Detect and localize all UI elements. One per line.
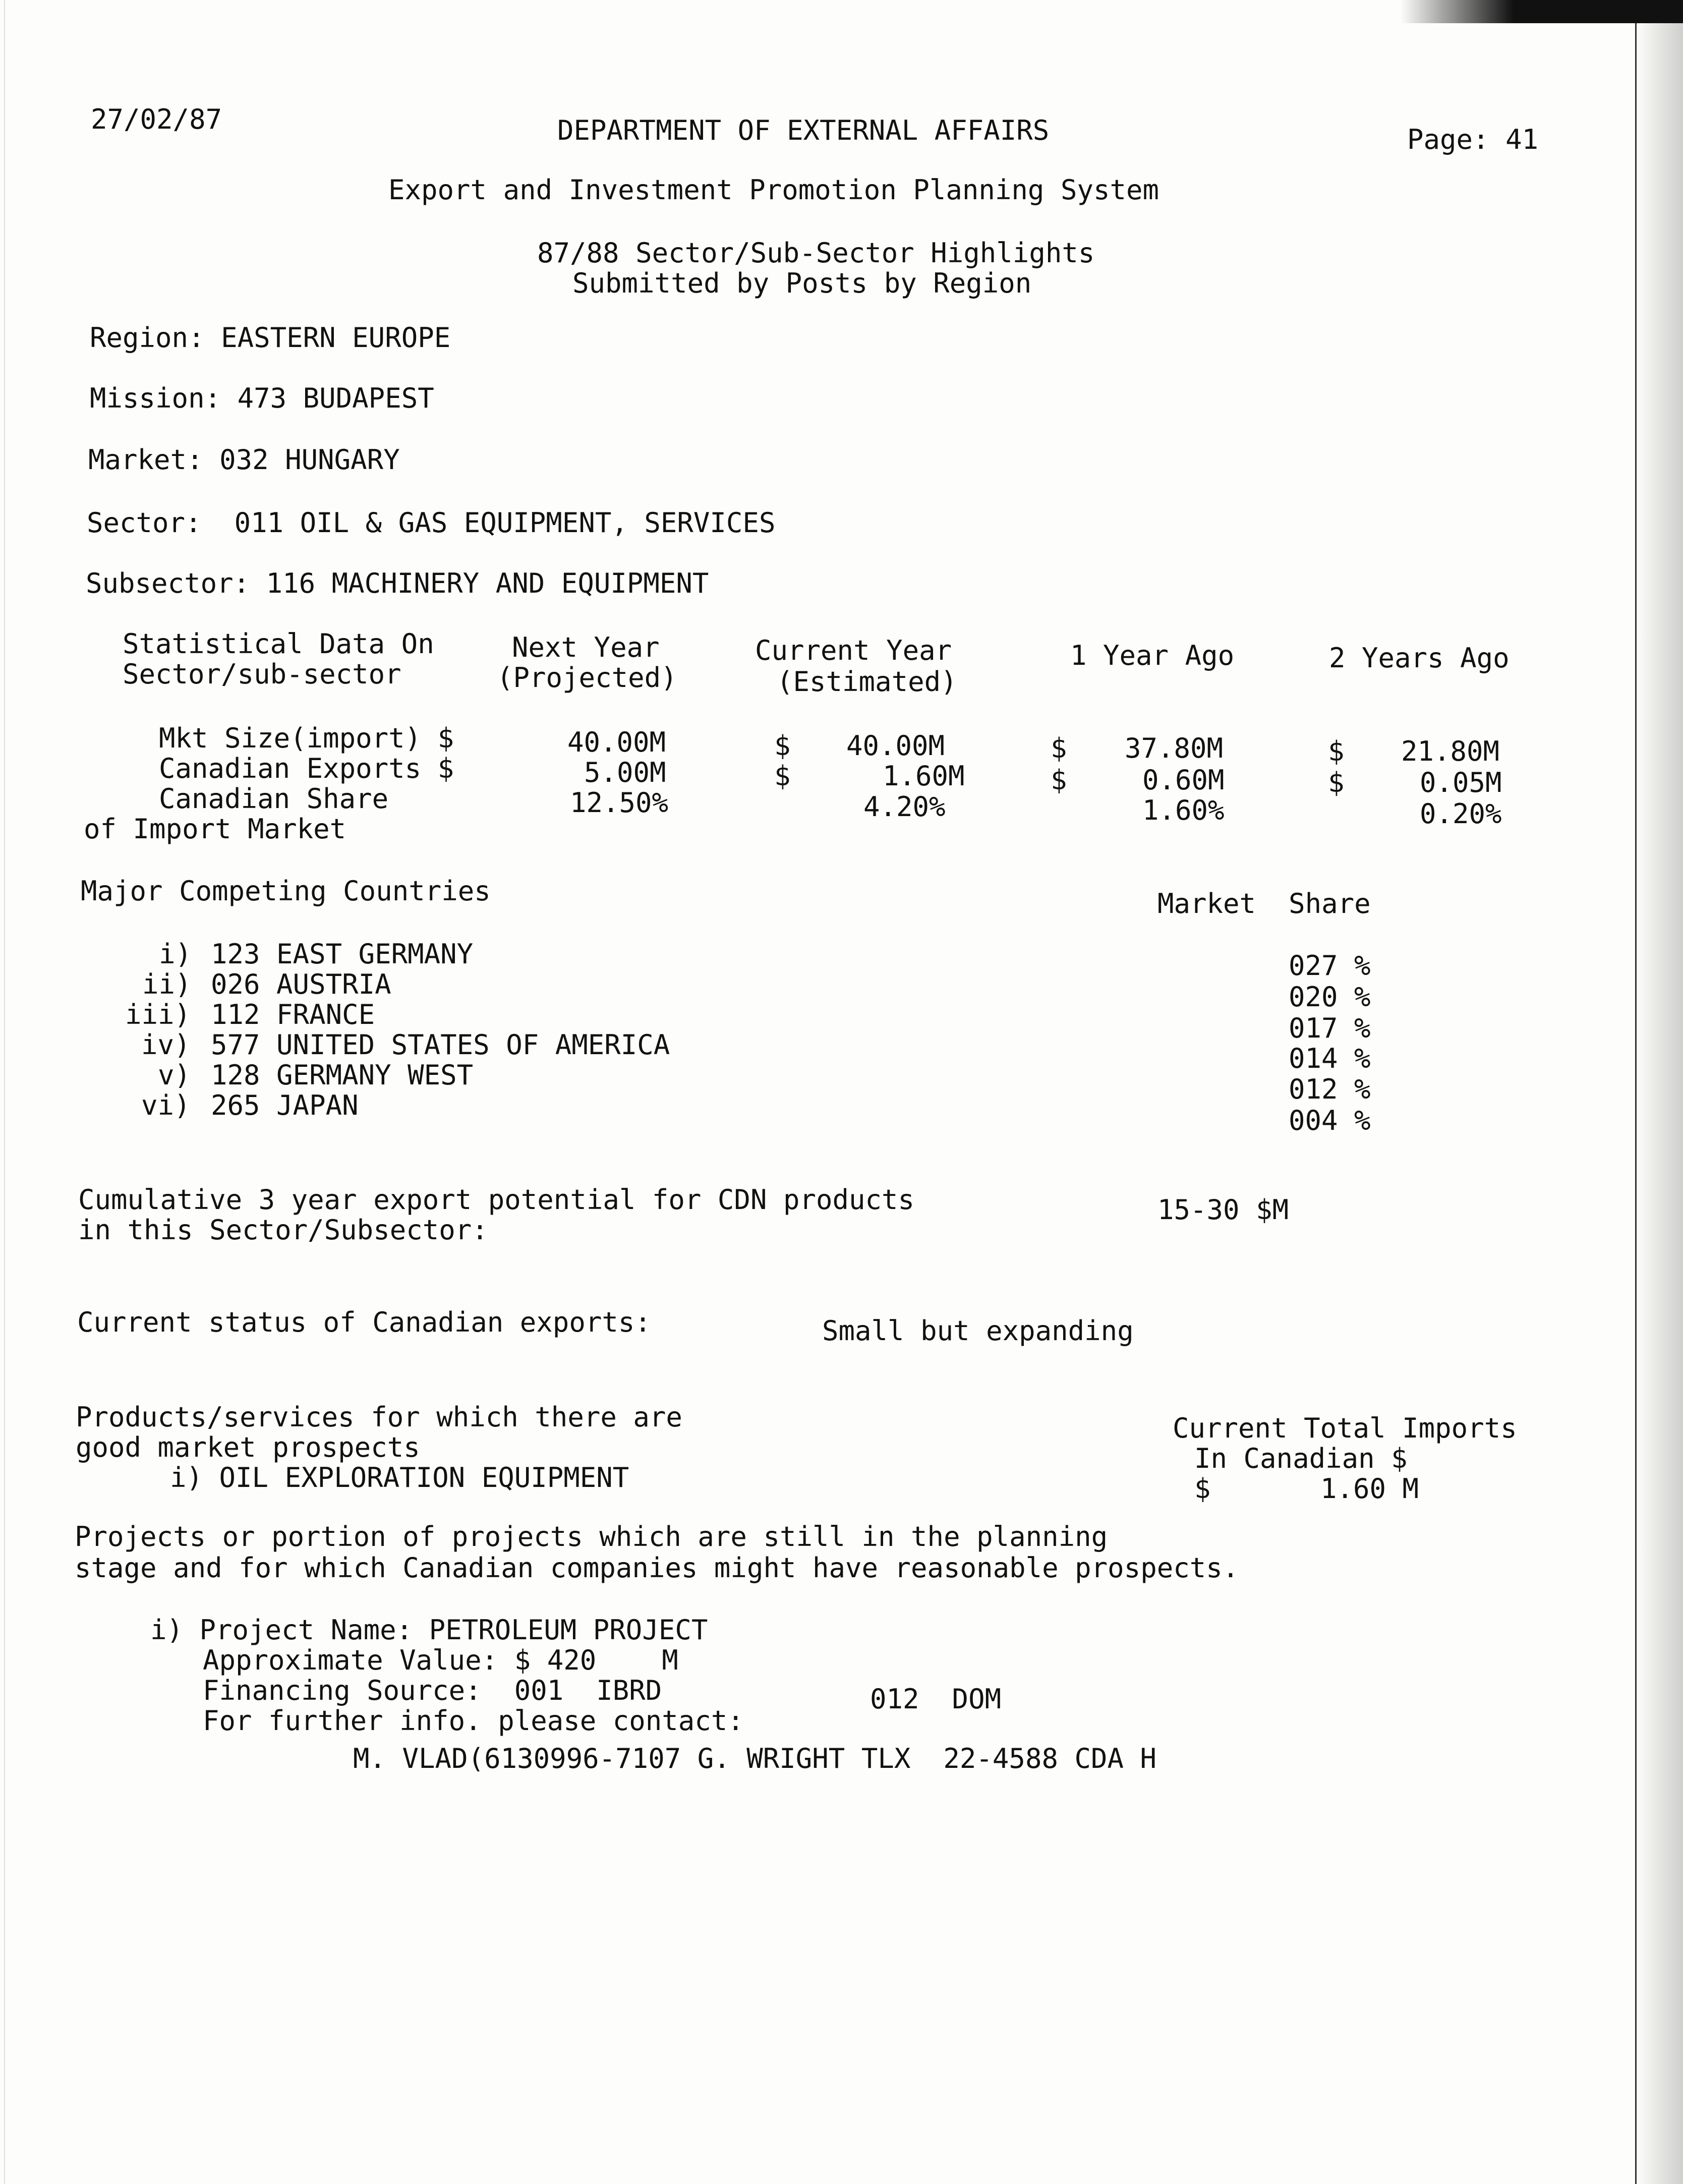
- one-year-ago-header: 1 Year Ago: [1070, 640, 1235, 671]
- page-edge-left: [4, 0, 5, 2184]
- department-title: DEPARTMENT OF EXTERNAL AFFAIRS: [557, 114, 1050, 146]
- stats-col-label-1: Statistical Data On: [123, 628, 434, 660]
- competitor-share: 004 %: [1289, 1105, 1371, 1136]
- project-name: i) Project Name: PETROLEUM PROJECT: [150, 1614, 708, 1646]
- competitor-name: 026 AUSTRIA: [211, 968, 391, 1000]
- imports-label-1: Current Total Imports: [1173, 1412, 1517, 1444]
- imports-currency: $: [1194, 1473, 1211, 1505]
- competitor-share: 017 %: [1289, 1012, 1371, 1044]
- next-year-subheader: (Projected): [497, 662, 677, 694]
- sector-field: Sector: 011 OIL & GAS EQUIPMENT, SERVICES: [87, 507, 776, 539]
- imports-value: 1.60 M: [1320, 1473, 1419, 1505]
- report-date: 27/02/87: [91, 103, 222, 135]
- page-edge-right: [1635, 0, 1683, 2184]
- project-financing: Financing Source: 001 IBRD: [203, 1675, 662, 1706]
- status-value: Small but expanding: [822, 1315, 1134, 1347]
- projects-label-2: stage and for which Canadian companies might have reasonable prospects.: [75, 1552, 1239, 1584]
- project-contact: M. VLAD(6130996-7107 G. WRIGHT TLX 22-4588 CDA H: [353, 1743, 1157, 1774]
- stats-row-label-continued: of Import Market: [84, 813, 346, 845]
- stats-cell-current: 4.20%: [863, 791, 946, 823]
- competitor-name: 265 JAPAN: [211, 1089, 359, 1121]
- products-label-1: Products/services for which there are: [76, 1401, 682, 1433]
- scan-shadow: [1401, 0, 1683, 23]
- competitor-index: vi): [141, 1089, 191, 1121]
- stats-cell-one-year: 0.60M: [1142, 764, 1225, 796]
- imports-label-2: In Canadian $: [1194, 1443, 1408, 1474]
- stats-row-label: Canadian Exports $: [159, 753, 454, 784]
- subsector-field: Subsector: 116 MACHINERY AND EQUIPMENT: [86, 567, 709, 599]
- stats-cell-currency: $: [1051, 732, 1067, 764]
- stats-cell-next: 5.00M: [584, 757, 666, 788]
- region-field: Region: EASTERN EUROPE: [90, 322, 451, 354]
- projects-label-1: Projects or portion of projects which are still in the planning: [75, 1521, 1108, 1553]
- potential-label-1: Cumulative 3 year export potential for CDN products: [78, 1184, 915, 1216]
- stats-col-label-2: Sector/sub-sector: [123, 658, 401, 690]
- project-contact-label: For further info. please contact:: [203, 1705, 744, 1737]
- mission-field: Mission: 473 BUDAPEST: [90, 382, 434, 414]
- page-number: Page: 41: [1407, 124, 1539, 155]
- competitor-index: i): [159, 938, 192, 970]
- products-label-2: good market prospects: [76, 1431, 420, 1463]
- competitor-name: 112 FRANCE: [211, 999, 375, 1030]
- next-year-header: Next Year: [512, 631, 660, 663]
- status-label: Current status of Canadian exports:: [77, 1306, 651, 1338]
- market-field: Market: 032 HUNGARY: [88, 444, 400, 476]
- stats-cell-two-years: 21.80M: [1401, 735, 1500, 767]
- stats-cell-two-years: 0.05M: [1420, 767, 1502, 798]
- system-title: Export and Investment Promotion Planning System: [388, 174, 1159, 206]
- stats-cell-current: 1.60M: [883, 760, 965, 792]
- potential-label-2: in this Sector/Subsector:: [78, 1214, 488, 1246]
- stats-cell-currency: $: [1328, 767, 1345, 798]
- stats-cell-one-year: 1.60%: [1142, 794, 1225, 826]
- project-financing-2: 012 DOM: [870, 1683, 1002, 1715]
- competitor-name: 577 UNITED STATES OF AMERICA: [211, 1029, 670, 1061]
- potential-value: 15-30 $M: [1157, 1194, 1289, 1226]
- report-title: 87/88 Sector/Sub-Sector Highlights: [537, 237, 1095, 269]
- competitor-name: 128 GERMANY WEST: [211, 1059, 474, 1091]
- competitor-share: 020 %: [1289, 981, 1371, 1013]
- stats-cell-currency: $: [774, 730, 791, 762]
- stats-cell-next: 40.00M: [567, 726, 666, 758]
- stats-cell-next: 12.50%: [570, 787, 669, 819]
- project-value: Approximate Value: $ 420 M: [203, 1644, 678, 1676]
- competitor-index: ii): [142, 968, 192, 1000]
- product-item: i) OIL EXPLORATION EQUIPMENT: [170, 1462, 629, 1493]
- stats-row-label: Mkt Size(import) $: [159, 722, 454, 754]
- competitor-share: 027 %: [1289, 950, 1371, 982]
- two-years-ago-header: 2 Years Ago: [1329, 642, 1510, 674]
- competitor-share: 012 %: [1289, 1073, 1371, 1105]
- competitor-index: v): [158, 1059, 191, 1091]
- stats-cell-currency: $: [1051, 764, 1067, 796]
- stats-cell-two-years: 0.20%: [1420, 798, 1502, 830]
- market-share-heading: Market Share: [1157, 888, 1371, 919]
- stats-cell-currency: $: [774, 760, 791, 792]
- report-subtitle: Submitted by Posts by Region: [572, 267, 1032, 299]
- competitors-heading: Major Competing Countries: [81, 875, 491, 907]
- competitor-index: iv): [141, 1029, 191, 1061]
- competitor-share: 014 %: [1289, 1043, 1371, 1074]
- stats-cell-currency: $: [1328, 735, 1345, 767]
- stats-cell-one-year: 37.80M: [1125, 732, 1224, 764]
- current-year-subheader: (Estimated): [777, 666, 957, 698]
- stats-row-label: Canadian Share: [159, 783, 389, 815]
- current-year-header: Current Year: [755, 635, 952, 666]
- competitor-name: 123 EAST GERMANY: [211, 938, 474, 970]
- stats-cell-current: 40.00M: [846, 730, 945, 762]
- competitor-index: iii): [125, 999, 191, 1030]
